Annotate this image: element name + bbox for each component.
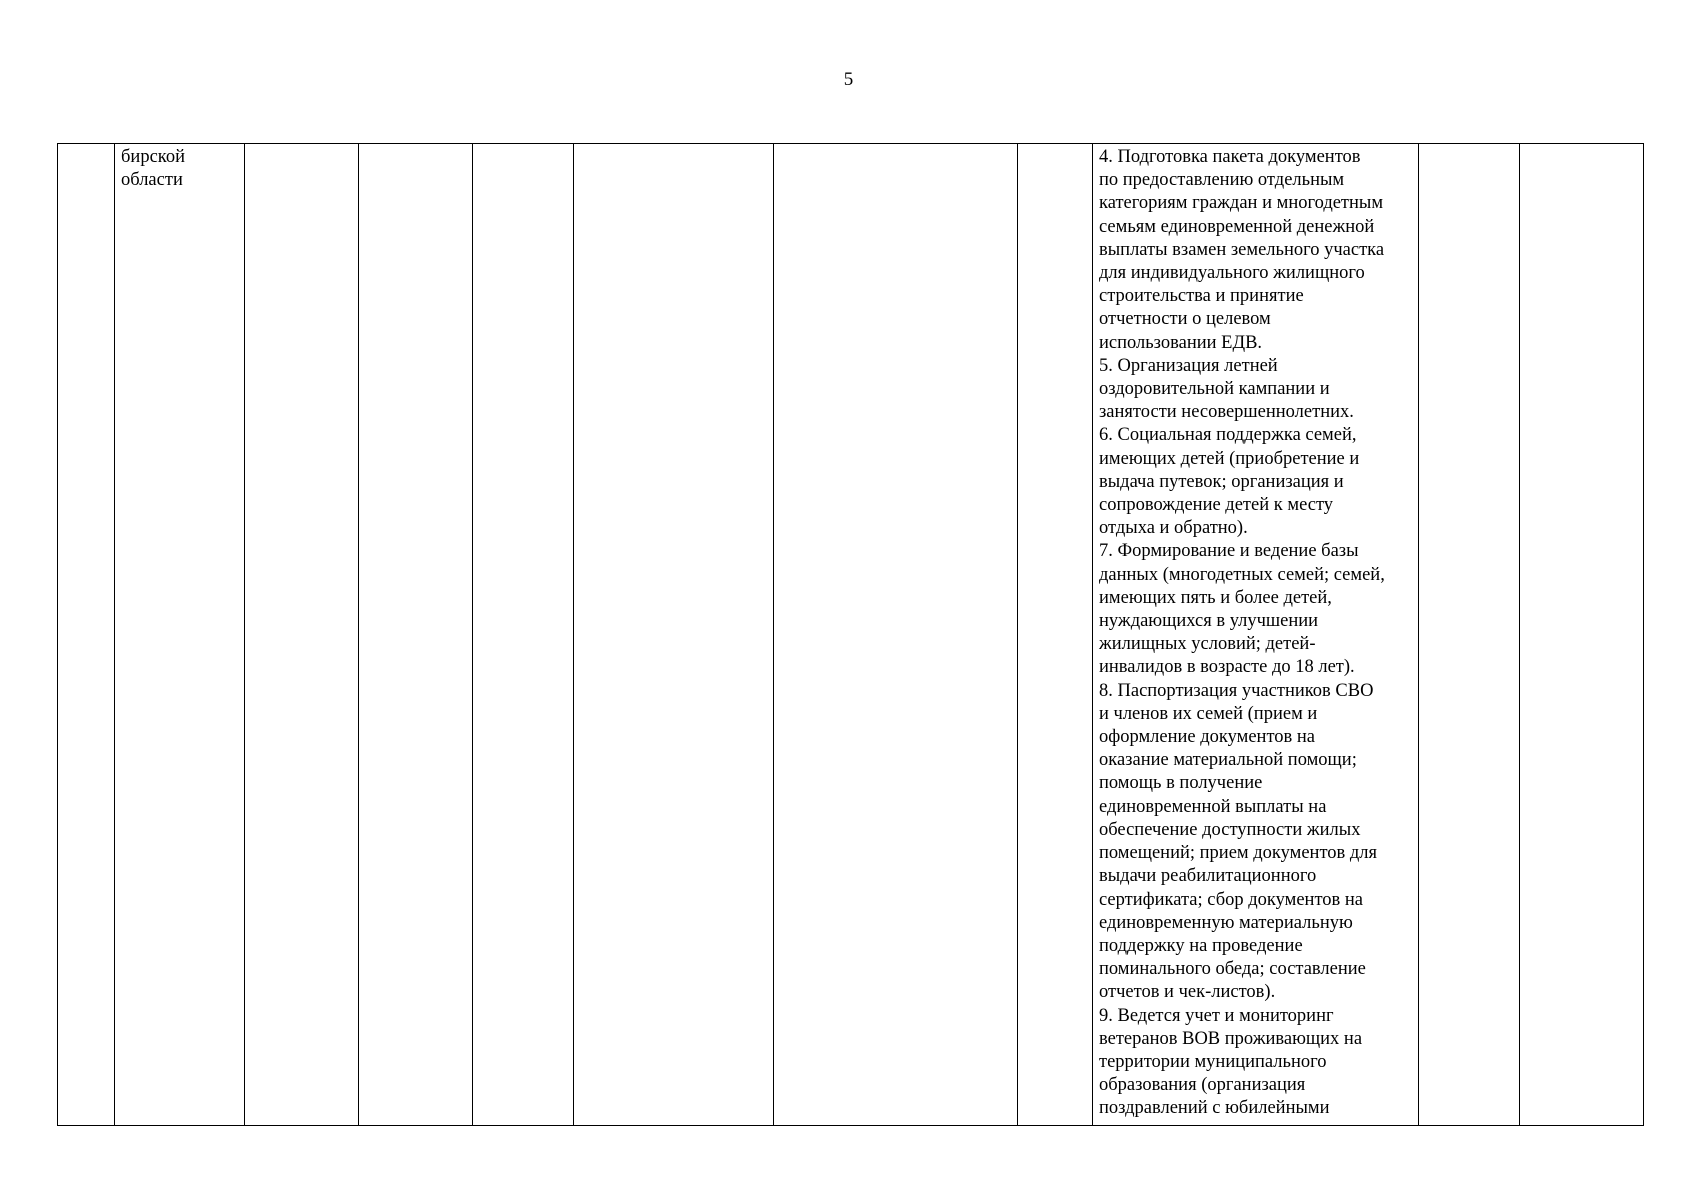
table-cell-5: [473, 144, 574, 1126]
table-cell-1: [58, 144, 115, 1126]
continuation-table: [57, 143, 1644, 1126]
table-cell-10: [1419, 144, 1520, 1126]
table-cell-6: [574, 144, 774, 1126]
table-cell-3: [245, 144, 359, 1126]
page-number: 5: [843, 69, 854, 90]
table-row: [58, 144, 1644, 1126]
table-cell-11: [1520, 144, 1644, 1126]
table-cell-8: [1018, 144, 1093, 1126]
table-cell-region: бирской области: [115, 144, 245, 1126]
table-cell-duties: 4. Подготовка пакета документов по предоставлению отдельным категориям граждан и многодетным семьям единовременной денежной выплаты взамен земельного участка для индивидуального жилищного строительства и принятие отчетности о целевом использовании ЕДВ. 5. Организация летней оздоровительной кампании и занятости несовершеннолетних. 6. Социальная поддержка семей, имеющих детей (приобретение и выдача путевок; организация и сопровождение детей к месту отдыха и обратно). 7. Формирование и ведение базы данных (многодетных семей; семей, имеющих пять и более детей, нуждающихся в улучшении жилищных условий; детей- инвалидов в возрасте до 18 лет). 8. Паспортизация участников СВО и членов их семей (прием и оформление документов на оказание материальной помощи; помощь в получение единовременной выплаты на обеспечение доступности жилых помещений; прием документов для выдачи реабилитационного сертификата; сбор документов на единовременную материальную поддержку на проведение поминального обеда; составление отчетов и чек-листов). 9. Ведется учет и мониторинг ветеранов ВОВ проживающих на территории муниципального образования (организация поздравлений с юбилейными: [1093, 144, 1419, 1126]
table-cell-4: [359, 144, 473, 1126]
table-cell-7: [774, 144, 1018, 1126]
